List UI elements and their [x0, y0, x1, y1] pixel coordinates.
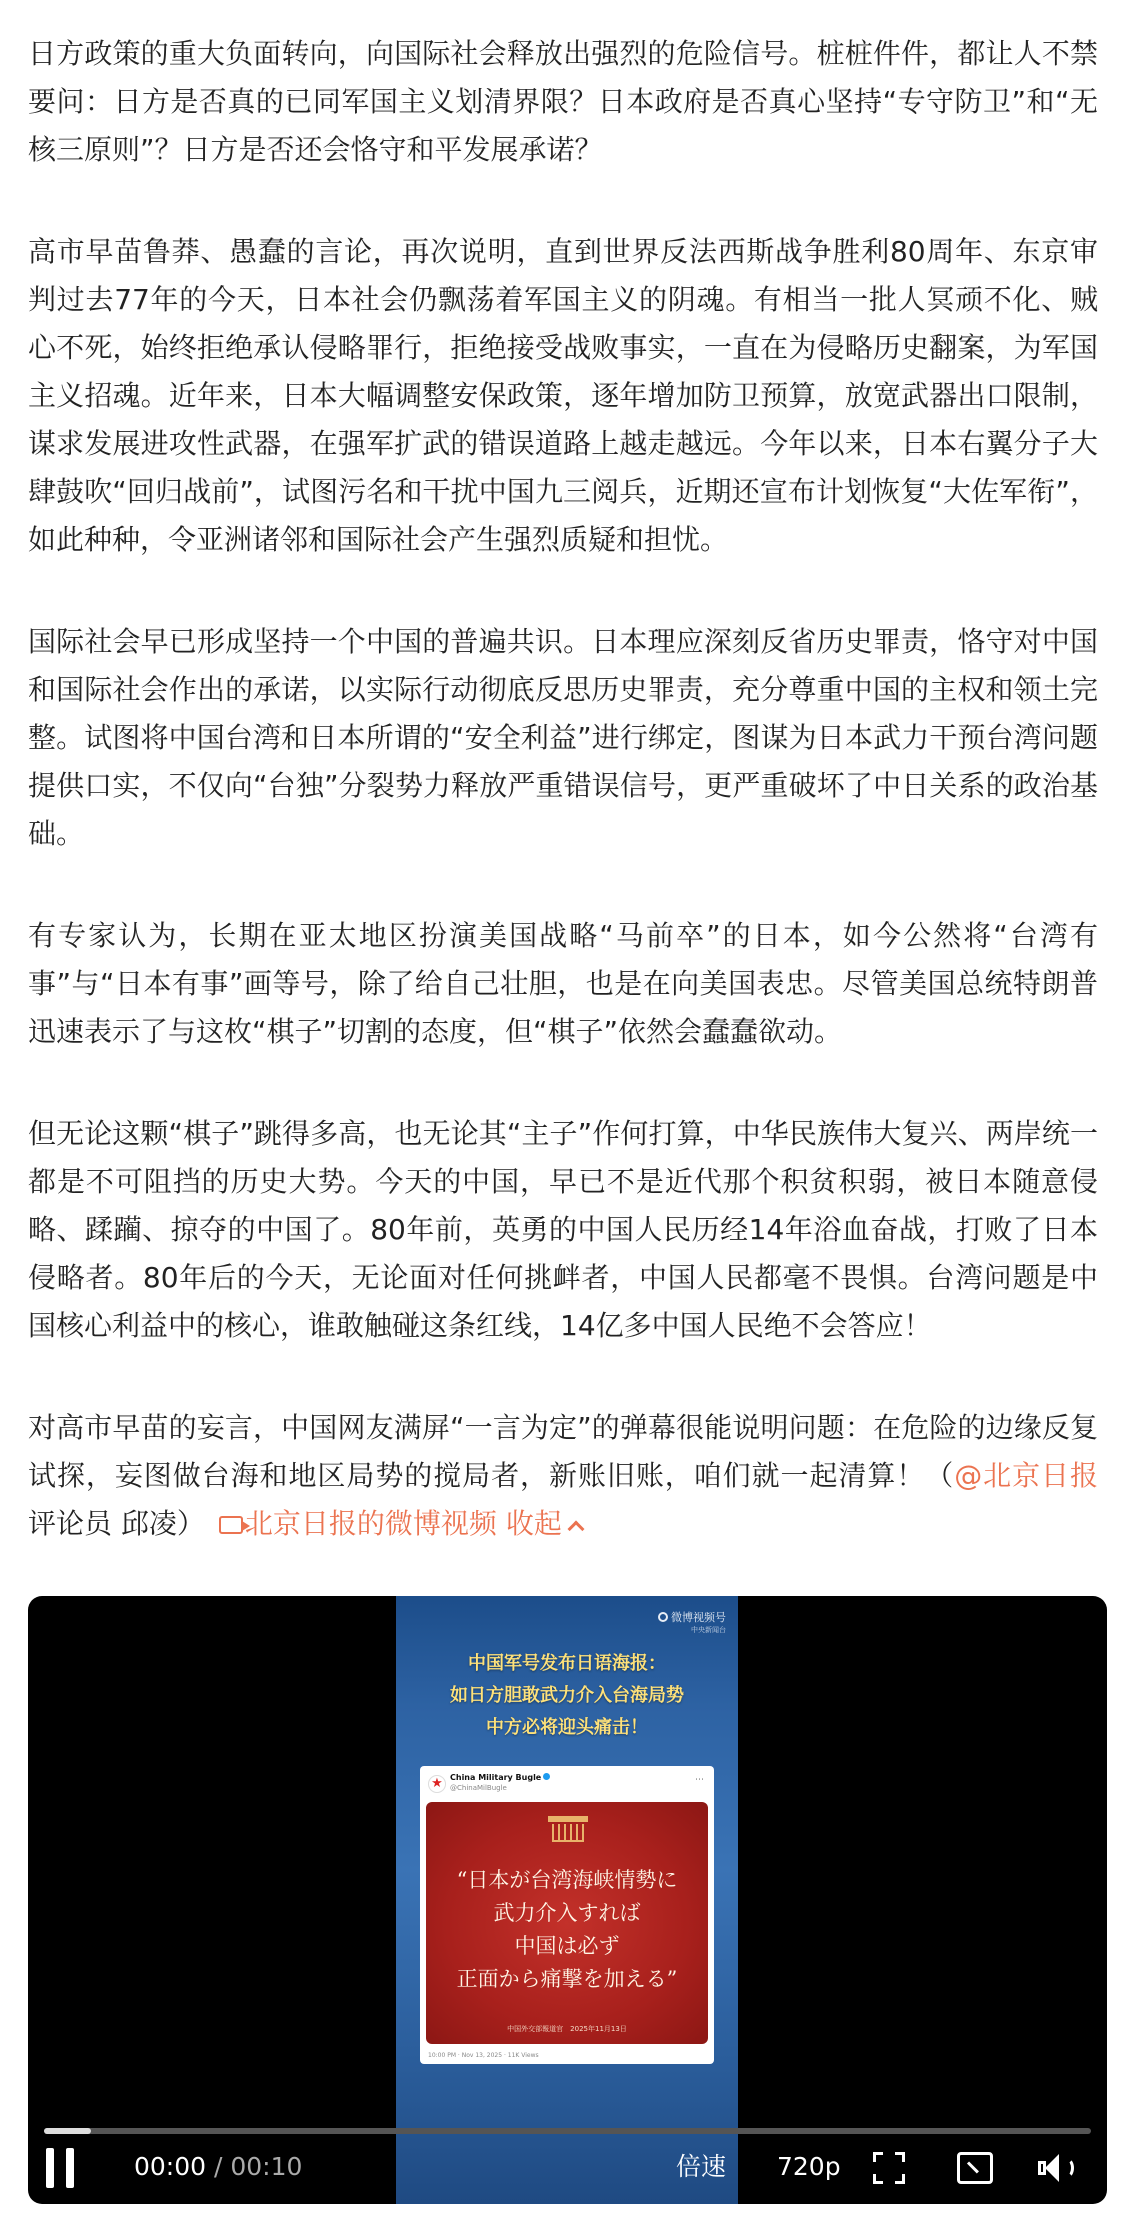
poster-title-line: 如日方胆敢武力介入台海局势: [450, 1685, 684, 1706]
chevron-up-icon: [567, 1521, 584, 1538]
quote-line: 中国は必ず: [514, 1934, 620, 1958]
tweet-meta: 10:00 PM · Nov 13, 2025 · 11K Views: [428, 2052, 539, 2059]
fullscreen-icon[interactable]: [873, 2152, 905, 2184]
article-paragraph-3: 国际社会早已形成坚持一个中国的普遍共识。日本理应深刻反省历史罪责，恪守对中国和国际社会作出的承诺，以实际行动彻底反思历史罪责，充分尊重中国的主权和领土完整。试图将中国台湾和日本所谓的“安全利益”进行绑定，图谋为日本武力干预台湾问题提供口实，不仅向“台独”分裂势力释放严重错误信号，更严重破坏了中日关系的政治基础。: [28, 625, 1098, 850]
tweet-handle: @ChinaMilBugle: [450, 1784, 507, 1792]
more-icon: ⋯: [695, 1775, 704, 1785]
video-poster: [396, 1596, 738, 2204]
playback-speed-button[interactable]: 倍速: [676, 2152, 727, 2181]
embedded-tweet: [420, 1766, 714, 2064]
video-link[interactable]: [219, 1507, 497, 1540]
video-progress-fill: [44, 2128, 91, 2134]
time-separator: /: [206, 2152, 231, 2181]
tweet-image-card: [426, 1802, 708, 2044]
poster-title-line: 中国军号发布日语海报：: [468, 1653, 666, 1674]
article-paragraph-6-text: 对高市早苗的妄言，中国网友满屏“一言为定”的弹幕很能说明问题：在危险的边缘反复试探，妄图做台海和地区局势的搅局者，新账旧账，咱们就一起清算！（: [28, 1411, 1098, 1492]
collapse-label: 收起: [505, 1507, 562, 1540]
video-link-label: 北京日报的微博视频: [244, 1507, 497, 1540]
tweet-author-name: China Military Bugle: [450, 1773, 542, 1782]
video-link-icon: [219, 1516, 243, 1534]
verified-icon: [543, 1773, 550, 1780]
pip-icon[interactable]: [957, 2152, 993, 2184]
collapse-button[interactable]: [506, 1507, 582, 1540]
weibo-video-logo: [658, 1612, 726, 1636]
quote-line: 武力介入すれば: [493, 1901, 641, 1925]
quote-signature: 中国外交部報道官 2025年11月13日: [507, 2025, 627, 2033]
weibo-logo-subtext: 中央新闻台: [691, 1626, 726, 1634]
quality-button[interactable]: 720p: [777, 2152, 841, 2181]
pause-icon[interactable]: [46, 2148, 76, 2188]
quote-line: 正面から痛撃を加える”: [456, 1967, 678, 1991]
poster-title: [396, 1648, 738, 1744]
quote-line: “日本が台湾海峡情勢に: [456, 1868, 678, 1892]
video-progress-bar[interactable]: [44, 2128, 1091, 2134]
poster-title-line: 中方必将迎头痛击！: [486, 1717, 648, 1738]
mention-link[interactable]: @北京日报: [954, 1459, 1098, 1492]
current-time: 00:00: [134, 2152, 207, 2181]
article-paragraph-4: 有专家认为，长期在亚太地区扮演美国战略“马前卒”的日本，如今公然将“台湾有事”与“日本有事”画等号，除了给自己壮胆，也是在向美国表忠。尽管美国总统特朗普迅速表示了与这枚“棋子”切割的态度，但“棋子”依然会蠢蠢欲动。: [28, 919, 1098, 1048]
tweet-avatar: ★: [428, 1775, 446, 1793]
weibo-logo-text: 微博视频号: [671, 1611, 726, 1624]
time-display: [134, 2152, 302, 2182]
total-time: 00:10: [230, 2152, 303, 2181]
building-icon: [548, 1816, 588, 1842]
article-paragraph-1: 日方政策的重大负面转向，向国际社会释放出强烈的危险信号。桩桩件件，都让人不禁要问：日方是否真的已同军国主义划清界限？日本政府是否真心坚持“专守防卫”和“无核三原则”？日方是否还会恪守和平发展承诺？: [28, 37, 1098, 166]
tweet-author: [450, 1773, 550, 1782]
weibo-article: [28, 30, 1098, 1548]
weibo-logo-icon: [658, 1612, 668, 1622]
article-paragraph-2: 高市早苗鲁莽、愚蠢的言论，再次说明，直到世界反法西斯战争胜利80周年、东京审判过去77年的今天，日本社会仍飘荡着军国主义的阴魂。有相当一批人冥顽不化、贼心不死，始终拒绝承认侵略罪行，拒绝接受战败事实，一直在为侵略历史翻案，为军国主义招魂。近年来，日本大幅调整安保政策，逐年增加防卫预算，放宽武器出口限制，谋求发展进攻性武器，在强军扩武的错误道路上越走越远。今年以来，日本右翼分子大肆鼓吹“回归战前”，试图污名和干扰中国九三阅兵，近期还宣布计划恢复“大佐军衔”，如此种种，令亚洲诸邻和国际社会产生强烈质疑和担忧。: [28, 235, 1098, 556]
author-credit: 评论员 邱凌）: [28, 1507, 191, 1540]
tweet-quote: [426, 1864, 708, 1996]
article-paragraph-6: [28, 1404, 1098, 1548]
article-paragraph-5: 但无论这颗“棋子”跳得多高，也无论其“主子”作何打算，中华民族伟大复兴、两岸统一都是不可阻挡的历史大势。今天的中国，早已不是近代那个积贫积弱，被日本随意侵略、蹂躏、掠夺的中国了。80年前，英勇的中国人民历经14年浴血奋战，打败了日本侵略者。80年后的今天，无论面对任何挑衅者，中国人民都毫不畏惧。台湾问题是中国核心利益中的核心，谁敢触碰这条红线，14亿多中国人民绝不会答应！: [28, 1117, 1098, 1342]
volume-icon[interactable]: [1038, 2152, 1078, 2184]
video-player[interactable]: [28, 1596, 1107, 2204]
